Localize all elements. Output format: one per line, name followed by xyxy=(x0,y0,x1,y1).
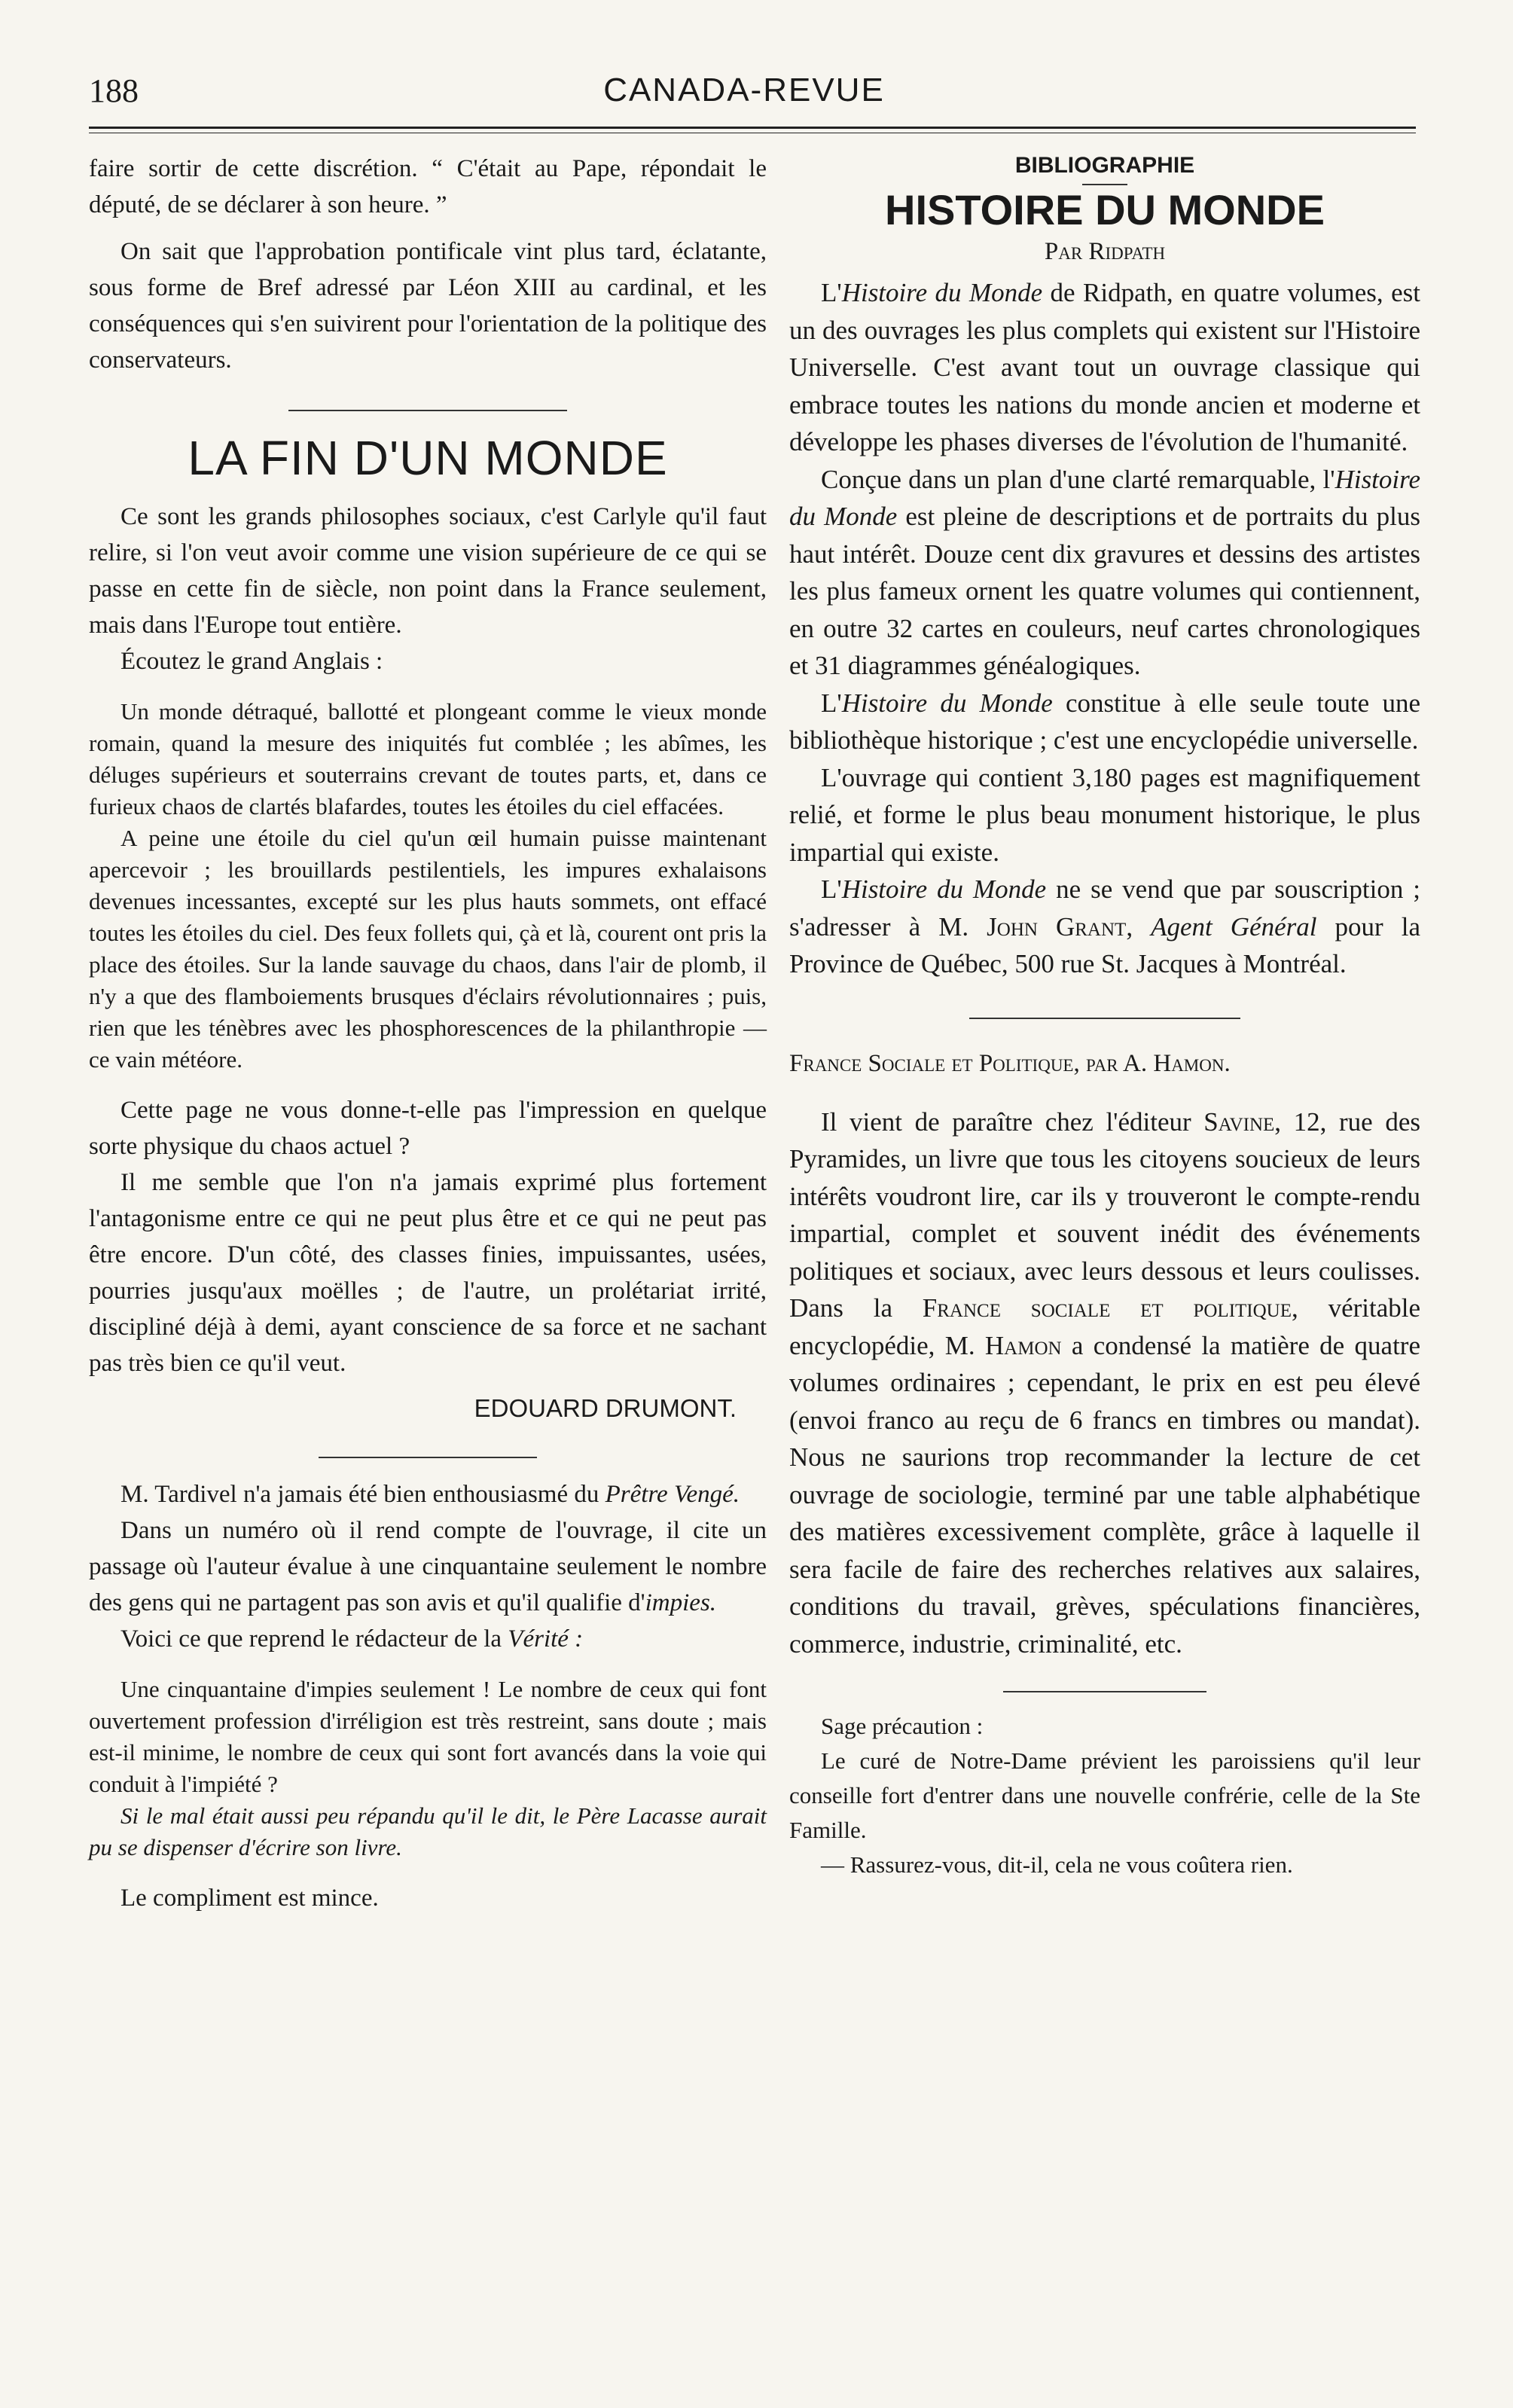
header-rule xyxy=(89,127,1416,129)
running-header xyxy=(89,72,1399,124)
text: , 12, rue des Pyramides, un livre que tous les citoyens soucieux de leurs intérêts voudront lire, car ils y trouveront le compte-rendu impartial, complet et souvent inédit des événements politiques et sociaux, avec leurs dessous et leurs coulisses. Dans la xyxy=(789,1106,1420,1323)
paragraph: Le curé de Notre-Dame prévient les paroissiens qu'il leur conseille fort d'entrer dans une nouvelle confrérie, celle de la Ste Famille. xyxy=(789,1747,1420,1843)
text: Il vient de paraître chez l'éditeur xyxy=(821,1106,1204,1137)
left-column xyxy=(89,151,767,1916)
paragraph: L'ouvrage qui contient 3,180 pages est magnifiquement relié, et forme le plus beau monument historique, le plus impartial qui existe. xyxy=(789,762,1420,867)
section-divider xyxy=(288,410,567,411)
paragraph xyxy=(89,1621,767,1657)
person-name: Hamon xyxy=(984,1330,1062,1360)
paragraph: faire sortir de cette discrétion. “ C'était au Pape, répondait le député, de se déclarer à son heure. ” xyxy=(89,155,767,218)
paragraph: Il me semble que l'on n'a jamais exprimé plus fortement l'antagonisme entre ce qui ne peut plus être et ce qui ne peut pas être encore. D'un côté, des classes finies, impuissantes, usées, pourries jusqu'aux moëlles ; de l'autre, un prolétariat irrité, discipliné déjà à demi, ayant conscience de sa force et ne sachant pas très bien ce qu'il veut. xyxy=(89,1169,767,1377)
book-title: Histoire du Monde xyxy=(789,464,1420,531)
text: Conçue dans un plan d'une clarté remarquable, l' xyxy=(821,464,1335,494)
right-column xyxy=(789,151,1420,1882)
text: L' xyxy=(821,278,842,307)
paragraph xyxy=(789,871,1420,983)
book-title: Histoire du Monde xyxy=(841,874,1047,904)
text: Voici ce que reprend le rédacteur de la xyxy=(120,1625,502,1653)
text: ne se vend que par souscription ; s'adresser à M. xyxy=(789,874,1420,942)
byline: Par Ridpath xyxy=(1044,238,1166,265)
quotation: Une cinquantaine d'impies seulement ! Le nombre de ceux qui font ouvertement profession d'irréligion est très restreint, sans doute ; mais est-il minime, le nombre de ceux qui sont fort avancés dans la voie qui conduit à l'impiété ? xyxy=(89,1676,767,1797)
publisher-name: Savine xyxy=(1203,1106,1275,1137)
book-title: Prêtre Vengé. xyxy=(605,1481,740,1508)
text: de Ridpath, en quatre volumes, est un des ouvrages les plus complets qui existent sur l'Histoire Universelle. C'est avant tout un ouvrage classique qui embrace toutes les nations du monde ancien et moderne et développe les phases diverses de l'évolution de l'humanité. xyxy=(789,278,1420,456)
paragraph xyxy=(789,274,1420,461)
paragraph: Cette page ne vous donne-t-elle pas l'impression en quelque sorte physique du chaos actuel ? xyxy=(89,1097,767,1160)
text: , véritable encyclopédie, M. xyxy=(789,1293,1420,1360)
page-number: 188 xyxy=(89,72,139,109)
paragraph xyxy=(789,685,1420,759)
section-heading: BIBLIOGRAPHIE xyxy=(1014,153,1195,178)
paragraph: Sage précaution : xyxy=(821,1713,984,1739)
book-title: Histoire du Monde xyxy=(841,688,1053,718)
paragraph: Ce sont les grands philosophes sociaux, c'est Carlyle qu'il faut relire, si l'on veut avoir comme une vision supérieure de ce qui se passe en cette fin de siècle, non point dans la France seulement, mais dans l'Europe tout entière. xyxy=(89,503,767,639)
article-title: HISTOIRE DU MONDE xyxy=(885,186,1325,233)
text: a condensé la matière de quatre volumes ordinaires ; cependant, le prix en est peu élevé (envoi franco au reçu de 6 francs en timbres ou mandat). Nous ne saurions trop recommander la lecture de cet ouvrage de sociologie, terminé par une table alphabétique des matières excessivement complète, grâce à laquelle il sera facile de faire des recherches relatives aux salaires, conditions du travail, grèves, spéculations financières, commerce, industrie, criminalité, etc. xyxy=(789,1330,1420,1659)
paragraph xyxy=(789,1103,1420,1663)
quotation: A peine une étoile du ciel qu'un œil humain puisse maintenant apercevoir ; les brouillards pestilentiels, les impures exhalaisons devenues incessantes, excepté sur les plus hauts sommets, ont effacé toutes les étoiles du ciel. Des feux follets qui, çà et là, courent ont pris la place des étoiles. Sur la lande sauvage du chaos, dans l'air de plomb, il n'y a que des flamboiements brusques d'éclairs révolutionnaires ; puis, rien que les ténèbres avec les phosphorescences de la philanthropie — ce vain météore. xyxy=(89,825,767,1073)
paragraph: Écoutez le grand Anglais : xyxy=(120,648,383,675)
text: L' xyxy=(821,688,842,718)
journal-title: CANADA-REVUE xyxy=(603,72,885,108)
book-title: France sociale et politique xyxy=(922,1293,1292,1323)
section-divider xyxy=(319,1457,537,1458)
section-divider xyxy=(1003,1691,1206,1692)
job-title: Agent Général xyxy=(1151,911,1317,942)
newspaper-title: Vérité : xyxy=(508,1625,584,1653)
text: est pleine de descriptions et de portraits du plus haut intérêt. Douze cent dix gravures et dessins des artistes les plus fameux ornent les quatre volumes qui contiennent, en outre 32 cartes en couleurs, neuf cartes chronologiques et 31 diagrammes généalogiques. xyxy=(789,502,1420,680)
paragraph: Le compliment est mince. xyxy=(120,1885,379,1912)
paragraph xyxy=(89,1512,767,1621)
text: M. Tardivel n'a jamais été bien enthousiasmé du xyxy=(120,1481,599,1508)
text: constitue à elle seule toute une bibliothèque historique ; c'est une encyclopédie universelle. xyxy=(789,688,1420,755)
paragraph xyxy=(789,461,1420,685)
article-title: LA FIN D'UN MONDE xyxy=(188,431,668,485)
quotation: Si le mal était aussi peu répandu qu'il le dit, le Père Lacasse aurait pu se dispenser d'écrire son livre. xyxy=(89,1802,767,1860)
article-title: France Sociale et Politique, par A. Hamon. xyxy=(789,1049,1231,1077)
text: L' xyxy=(821,874,842,904)
emphasis: impies. xyxy=(645,1589,717,1616)
signature: EDOUARD DRUMONT. xyxy=(474,1394,737,1422)
paragraph: — Rassurez-vous, dit-il, cela ne vous coûtera rien. xyxy=(821,1851,1293,1878)
quotation: Un monde détraqué, ballotté et plongeant comme le vieux monde romain, quand la mesure des iniquités fut comblée ; les abîmes, les déluges supérieurs et souterrains crevant de toutes parts, et, dans ce furieux chaos de clartés blafardes, toutes les étoiles du ciel effacées. xyxy=(89,698,767,819)
section-divider xyxy=(969,1018,1240,1019)
text: , xyxy=(1126,911,1152,942)
paragraph: On sait que l'approbation pontificale vint plus tard, éclatante, sous forme de Bref adressé par Léon XIII au cardinal, et les conséquences qui s'en suivirent pour l'orientation de la politique des conservateurs. xyxy=(89,238,767,374)
text: Dans un numéro où il rend compte de l'ouvrage, il cite un passage où l'auteur évalue à une cinquantaine seulement le nombre des gens qui ne partagent pas son avis et qu'il qualifie d' xyxy=(89,1517,767,1616)
book-title: Histoire du Monde xyxy=(841,278,1043,307)
paragraph xyxy=(89,1476,767,1512)
text: pour la Province de Québec, 500 rue St. Jacques à Montréal. xyxy=(789,911,1420,978)
person-name: John Grant xyxy=(987,911,1127,942)
